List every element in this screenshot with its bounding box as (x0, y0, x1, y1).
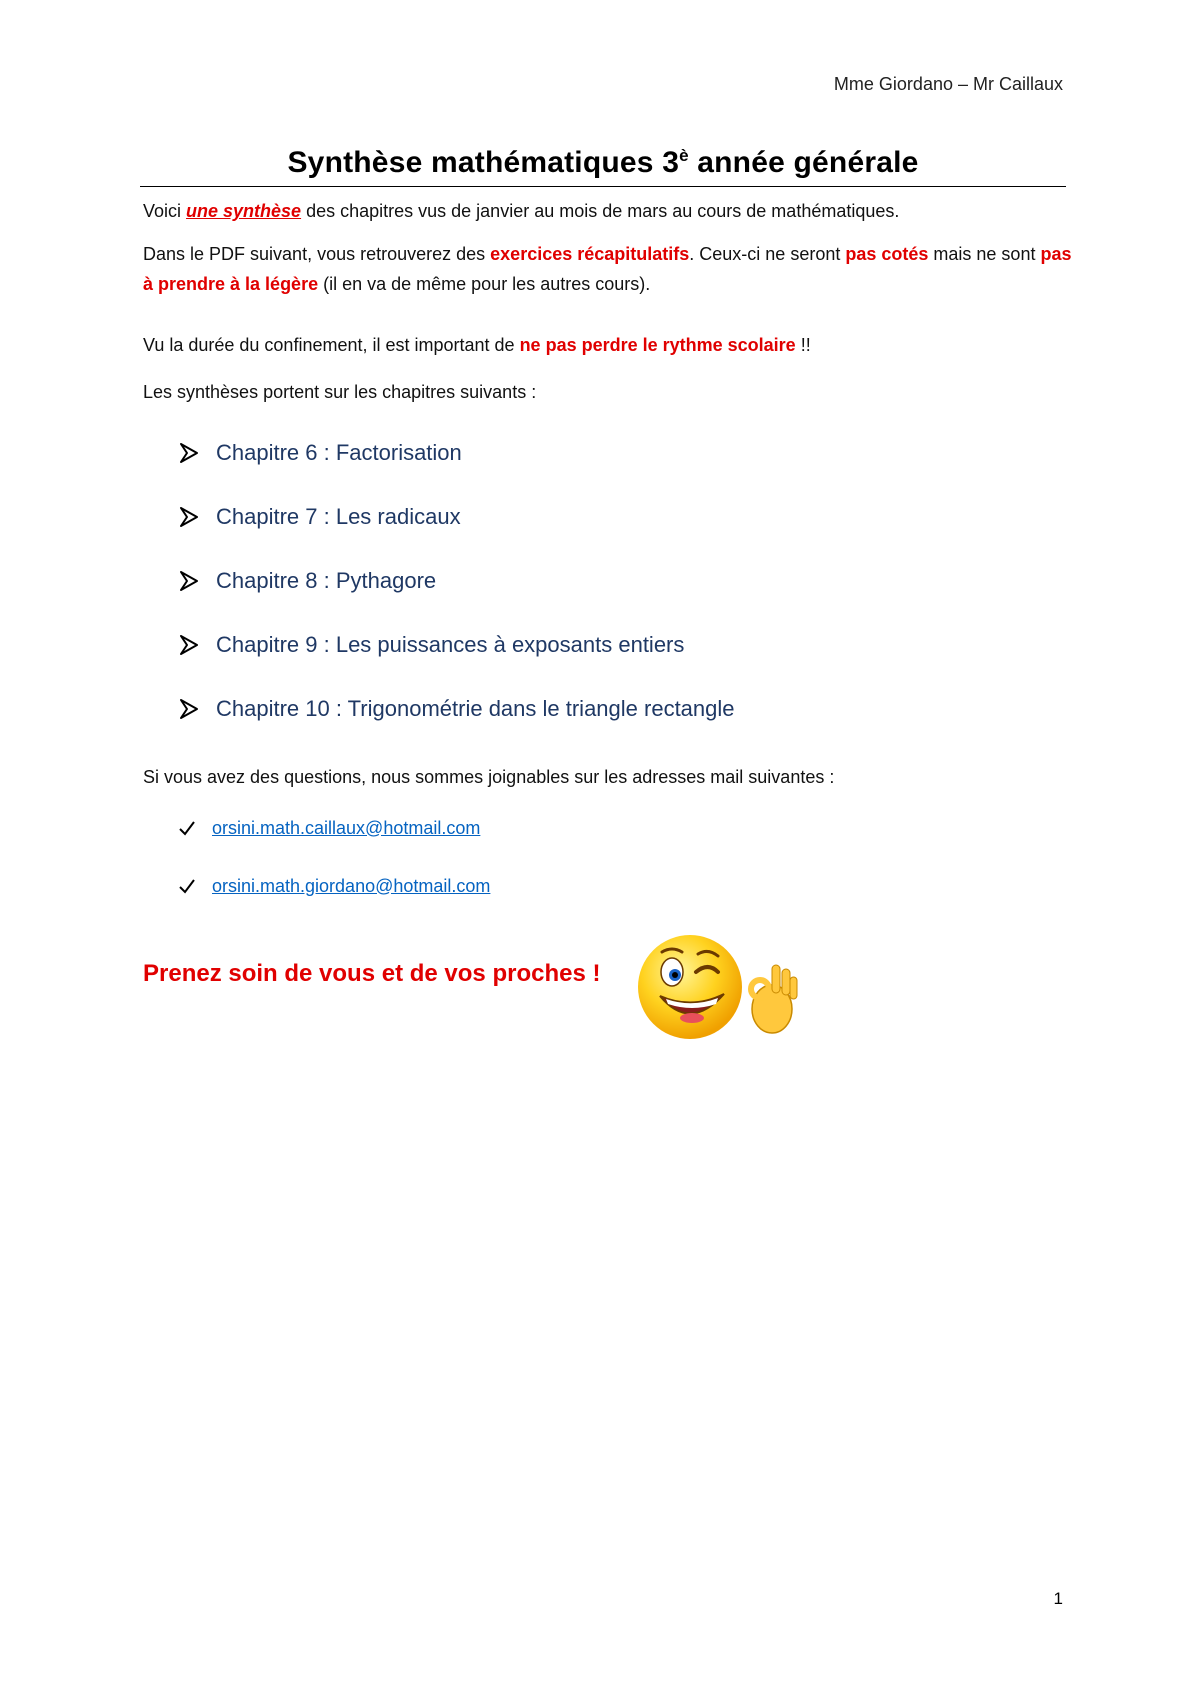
p2-text-g: (il en va de même pour les autres cours). (318, 274, 651, 294)
p3-text-a: Vu la durée du confinement, il est important de (143, 335, 520, 355)
title-rest: année générale (688, 146, 919, 179)
chapter-item (178, 421, 735, 485)
intro-paragraph-3 (143, 330, 1073, 360)
chapter-label: Chapitre 10 : Trigonométrie dans le triangle rectangle (216, 696, 735, 721)
p2-text-c: . Ceux-ci ne seront (689, 244, 846, 264)
arrow-bullet-icon (178, 698, 200, 720)
checkmark-icon (178, 877, 196, 895)
intro-paragraph-4: Les synthèses portent sur les chapitres suivants : (143, 382, 537, 402)
arrow-bullet-icon (178, 570, 200, 592)
p3-emphasis-rythme: ne pas perdre le rythme scolaire (519, 335, 796, 355)
chapter-list (178, 421, 735, 741)
p2-emphasis-pas-cotes: pas cotés (845, 244, 929, 264)
chapter-label: Chapitre 6 : Factorisation (216, 440, 462, 465)
p2-text-a: Dans le PDF suivant, vous retrouverez des (143, 244, 491, 264)
chapter-item (178, 677, 735, 741)
contact-intro: Si vous avez des questions, nous sommes joignables sur les adresses mail suivantes : (143, 767, 835, 787)
email-link-caillaux[interactable]: orsini.math.caillaux@hotmail.com (212, 817, 481, 838)
p2-emphasis-exercices: exercices récapitulatifs (490, 244, 690, 264)
winking-smiley-ok-hand-icon (632, 932, 802, 1042)
intro-paragraph-1 (143, 196, 1073, 226)
chapter-label: Chapitre 8 : Pythagore (216, 568, 437, 593)
chapter-item (178, 549, 735, 613)
p1-emphasis: une synthèse (186, 201, 302, 221)
email-link-giordano[interactable]: orsini.math.giordano@hotmail.com (212, 875, 491, 896)
page-title (287, 146, 918, 179)
email-item (178, 857, 490, 915)
checkmark-icon (178, 819, 196, 837)
header-author: Mme Giordano – Mr Caillaux (833, 74, 1063, 94)
arrow-bullet-icon (178, 506, 200, 528)
chapter-item (178, 485, 735, 549)
chapter-item (178, 613, 735, 677)
title-main: Synthèse mathématiques 3 (287, 146, 680, 179)
p1-text-after: des chapitres vus de janvier au mois de mars au cours de mathématiques. (301, 201, 900, 221)
p2-text-e: mais ne sont (928, 244, 1041, 264)
email-list (178, 799, 490, 915)
chapter-label: Chapitre 9 : Les puissances à exposants entiers (216, 632, 685, 657)
title-superscript: è (679, 146, 689, 165)
p2-emphasis-legere: pas à prendre à la légère (143, 244, 1072, 294)
chapter-label: Chapitre 7 : Les radicaux (216, 504, 461, 529)
p1-text-before: Voici (143, 201, 187, 221)
arrow-bullet-icon (178, 634, 200, 656)
intro-paragraph-2 (143, 239, 1073, 299)
title-block (140, 146, 1066, 187)
closing-message: Prenez soin de vous et de vos proches ! (143, 960, 601, 987)
arrow-bullet-icon (178, 442, 200, 464)
p3-text-c: !! (795, 335, 811, 355)
email-item (178, 799, 490, 857)
page-number: 1 (1053, 1589, 1063, 1608)
